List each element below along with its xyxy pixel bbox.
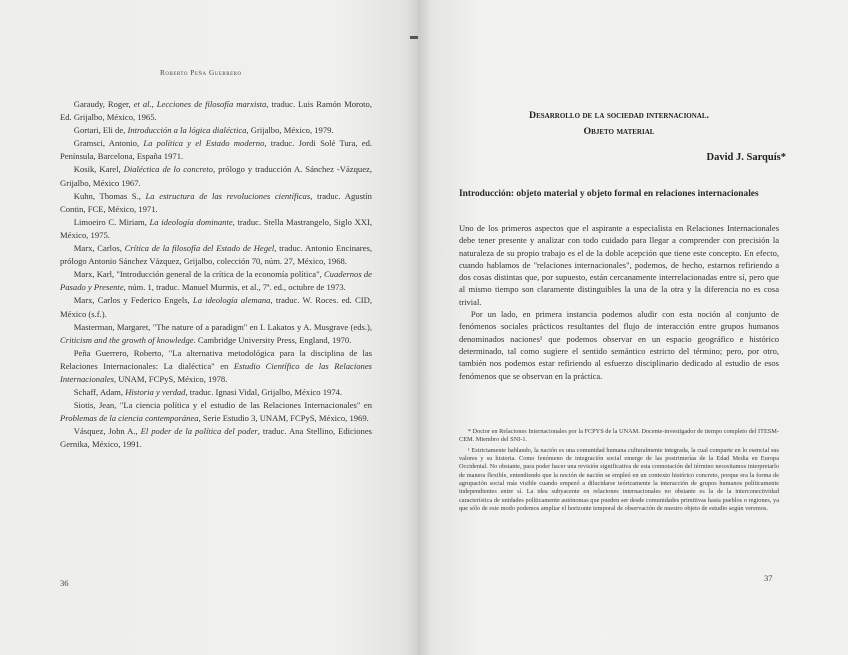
bibliography-list <box>60 98 372 452</box>
bibliography-entry: Marx, Karl, "Introducción general de la crítica de la economía política", Cuadernos de Pasado y Presente, núm. 1, traduc. Manuel Murmis, et al., 7ª. ed., octubre de 1973. <box>60 269 372 293</box>
bibliography-entry: Peña Guerrero, Roberto, "La alternativa metodológica para la disciplina de las Relaciones Internacionales: La dialéctica" en Estudio Científico de las Relaciones Internacionales, UNAM, FCPyS, México, 1978. <box>60 347 372 384</box>
footnote: * Doctor en Relaciones Internacionales por la FCPYS de la UNAM. Docente-investigador de tiempo completo del ITESM-CEM. Miembro del SNI-1. <box>459 428 779 444</box>
bibliography-entry: Marx, Carlos, Crítica de la filosofía del Estado de Hegel, traduc. Antonio Encinares, prólogo Antonio Sánchez Vázquez, Grijalbo, colección 70, núm. 27, México, 1968. <box>60 243 372 267</box>
body-text <box>459 222 779 382</box>
author-name: David J. Sarquís* <box>706 152 786 163</box>
page-number-left: 36 <box>60 578 69 588</box>
bibliography-entry: Vásquez, John A., El poder de la política del poder, traduc. Ana Stellino, Ediciones Gernika, México, 1991. <box>60 426 372 450</box>
bibliography-entry: Marx, Carlos y Federico Engels, La ideología alemana, traduc. W. Roces. ed. CID, México (s.f.). <box>60 295 372 319</box>
page-number-right: 37 <box>764 573 773 583</box>
body-paragraph: Uno de los primeros aspectos que el aspirante a especialista en Relaciones Internacionales debe tener presente y analizar con todo cuidado para llegar a comprender con precisión la naturaleza de su propio trabajo es el de la doble acepción que tiene este concepto. En efecto, cuando hablamos de "relaciones internacionales", podemos, de hecho, estarnos refiriendo a dos cosas distintas que, por supuesto, están cercanamente interrelacionadas entre sí, pero que al mismo tiempo son claramente distinguibles la una de la otra y la diferencia no es cosa trivial. <box>459 223 779 307</box>
bibliography-entry: Kosik, Karel, Dialéctica de lo concreto, prólogo y traducción A. Sánchez -Vázquez, Grijalbo, México 1967. <box>60 164 372 188</box>
footnotes <box>459 428 779 513</box>
body-paragraph: Por un lado, en primera instancia podemos aludir con esta noción al conjunto de fenómenos sociales prácticos resultantes del flujo de interacción entre grupos humanos denominados naciones¹ que podemos observar en un espacio geográfico e histórico determinado, tal como sugiere el sentido semántico estricto del término; pero, por otro, también nos podemos estar refiriendo al esfuerzo disciplinario dedicado al estudio de esos fenómenos que se observan en la práctica. <box>459 309 779 381</box>
left-page <box>0 0 418 655</box>
bibliography-entry: Limoeiro C. Miriam, La ideología dominante, traduc. Stella Mastrangelo, Siglo XXI, México, 1975. <box>60 216 372 240</box>
footnote: ¹ Estrictamente hablando, la nación es una comunidad humana culturalmente integrada, la cual comparte en lo esencial sus valores y su historia. Como fenómeno de integración social emerge de las postrimerías de la Edad Media en Europa Occidental. No obstante, para poder hacer una revisión significativa de esta connotación del término necesitamos interpretarlo de manera flexible, entendiendo que la noción de nación se empleó en un contexto histórico concreto, porque era la forma de agrupación social más visible cuando empezó a dilucidarse teóricamente la interacción de grupos humanos políticamente independientes entre sí. La idea subyacente en relaciones internacionales no obstante es la de la interconectividad característica de unidades políticamente autónomas que pueden ser desde comunidades primitivas hasta pueblos o regiones, ya que sólo de este modo podemos ampliar el horizonte temporal de observación de nuestro objeto de estudio según veremos. <box>459 446 779 513</box>
bibliography-entry: Garaudy, Roger, et al., Lecciones de filosofía marxista, traduc. Luis Ramón Moroto, Ed. Grijalbo, México, 1965. <box>60 99 372 123</box>
section-heading: Introducción: objeto material y objeto formal en relaciones internacionales <box>459 189 759 199</box>
bibliography-entry: Siotis, Jean, "La ciencia política y el estudio de las Relaciones Internacionales" en Problemas de la ciencia contemporánea, Serie Estudio 3, UNAM, FCPyS, México, 1969. <box>60 400 372 424</box>
bibliography-entry: Masterman, Margaret, "The nature of a paradigm" en I. Lakatos y A. Musgrave (eds.), Criticism and the growth of knowledge. Cambridge University Press, England, 1970. <box>60 321 372 345</box>
bibliography-entry: Kuhn, Thomas S., La estructura de las revoluciones científicas, traduc. Agustín Contin, FCE, México, 1971. <box>60 190 372 214</box>
chapter-title <box>456 108 782 140</box>
bibliography-entry: Gortari, Eli de, Introducción a la lógica dialéctica, Grijalbo, México, 1979. <box>73 125 334 136</box>
chapter-title-line1: Desarrollo de la sociedad internacional. <box>529 110 709 121</box>
bibliography-entry: Gramsci, Antonio, La política y el Estado moderno, traduc. Jordi Solé Tura, ed. Península, Barcelona, España 1971. <box>60 138 373 162</box>
chapter-title-line2: Objeto material <box>583 126 655 137</box>
running-head: Roberto Peña Guerrero <box>160 68 242 77</box>
bibliography-entry: Schaff, Adam, Historia y verdad, traduc. Ignasi Vidal, Grijalbo, México 1974. <box>73 387 343 398</box>
